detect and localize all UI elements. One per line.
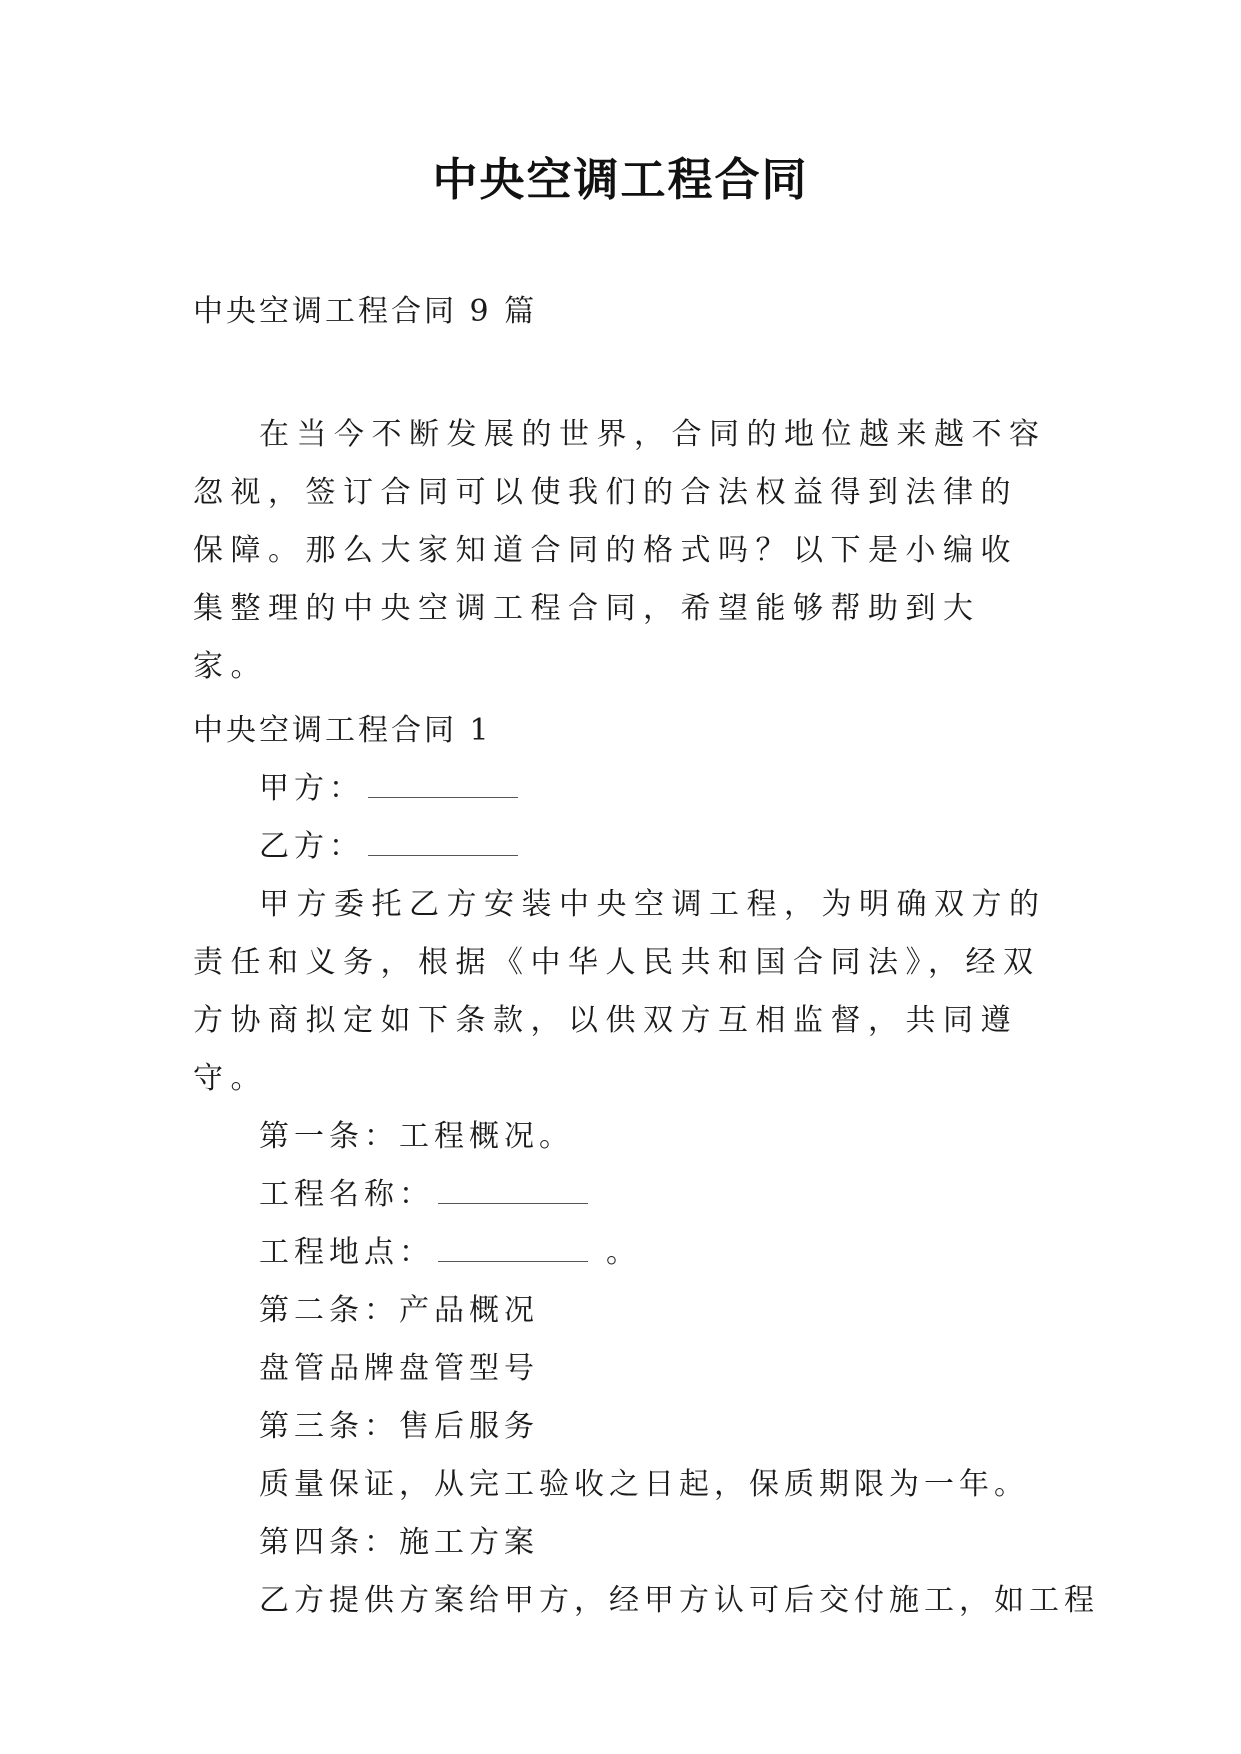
party-b-blank: [368, 831, 518, 856]
party-b-line: [193, 818, 1053, 876]
warranty-line: 质量保证，从完工验收之日起，保质期限为一年。: [259, 1467, 1029, 1502]
project-location-tail: 。: [606, 1235, 641, 1270]
document-title: 中央空调工程合同: [432, 153, 809, 206]
plan-text-line: 乙方提供方案给甲方，经甲方认可后交付施工，如工程: [259, 1583, 1099, 1618]
party-b-label: 乙方：: [259, 829, 364, 864]
intro-paragraph: 在当今不断发展的世界，合同的地位越来越不容忽视，签订合同可以使我们的合法权益得到法律的保障。那么大家知道合同的格式吗？以下是小编收集整理的中央空调工程合同，希望能够帮助到大家。: [193, 417, 1047, 684]
project-name-label: 工程名称：: [259, 1177, 434, 1212]
contract-heading: 中央空调工程合同 1: [193, 713, 492, 748]
article-3-heading: 第三条：售后服务: [259, 1409, 539, 1444]
document-subtitle: 中央空调工程合同 9 篇: [193, 294, 538, 329]
article-4-heading: 第四条：施工方案: [259, 1525, 539, 1560]
party-a-blank: [368, 773, 518, 798]
project-name-line: [193, 1166, 1053, 1224]
article-1-heading: 第一条：工程概况。: [259, 1119, 574, 1154]
party-a-line: [193, 760, 1053, 818]
project-location-blank: [438, 1237, 588, 1262]
coil-info-line: 盘管品牌盘管型号: [259, 1351, 539, 1386]
contract-section-1: [193, 702, 1099, 1630]
article-2-heading: 第二条：产品概况: [259, 1293, 539, 1328]
project-name-blank: [438, 1179, 588, 1204]
party-a-label: 甲方：: [259, 771, 364, 806]
preamble-paragraph: 甲方委托乙方安装中央空调工程，为明确双方的责任和义务，根据《中华人民共和国合同法》，经双方协商拟定如下条款，以供双方互相监督，共同遵守。: [193, 887, 1047, 1096]
project-location-label: 工程地点：: [259, 1235, 434, 1270]
project-location-line: [193, 1224, 1053, 1282]
